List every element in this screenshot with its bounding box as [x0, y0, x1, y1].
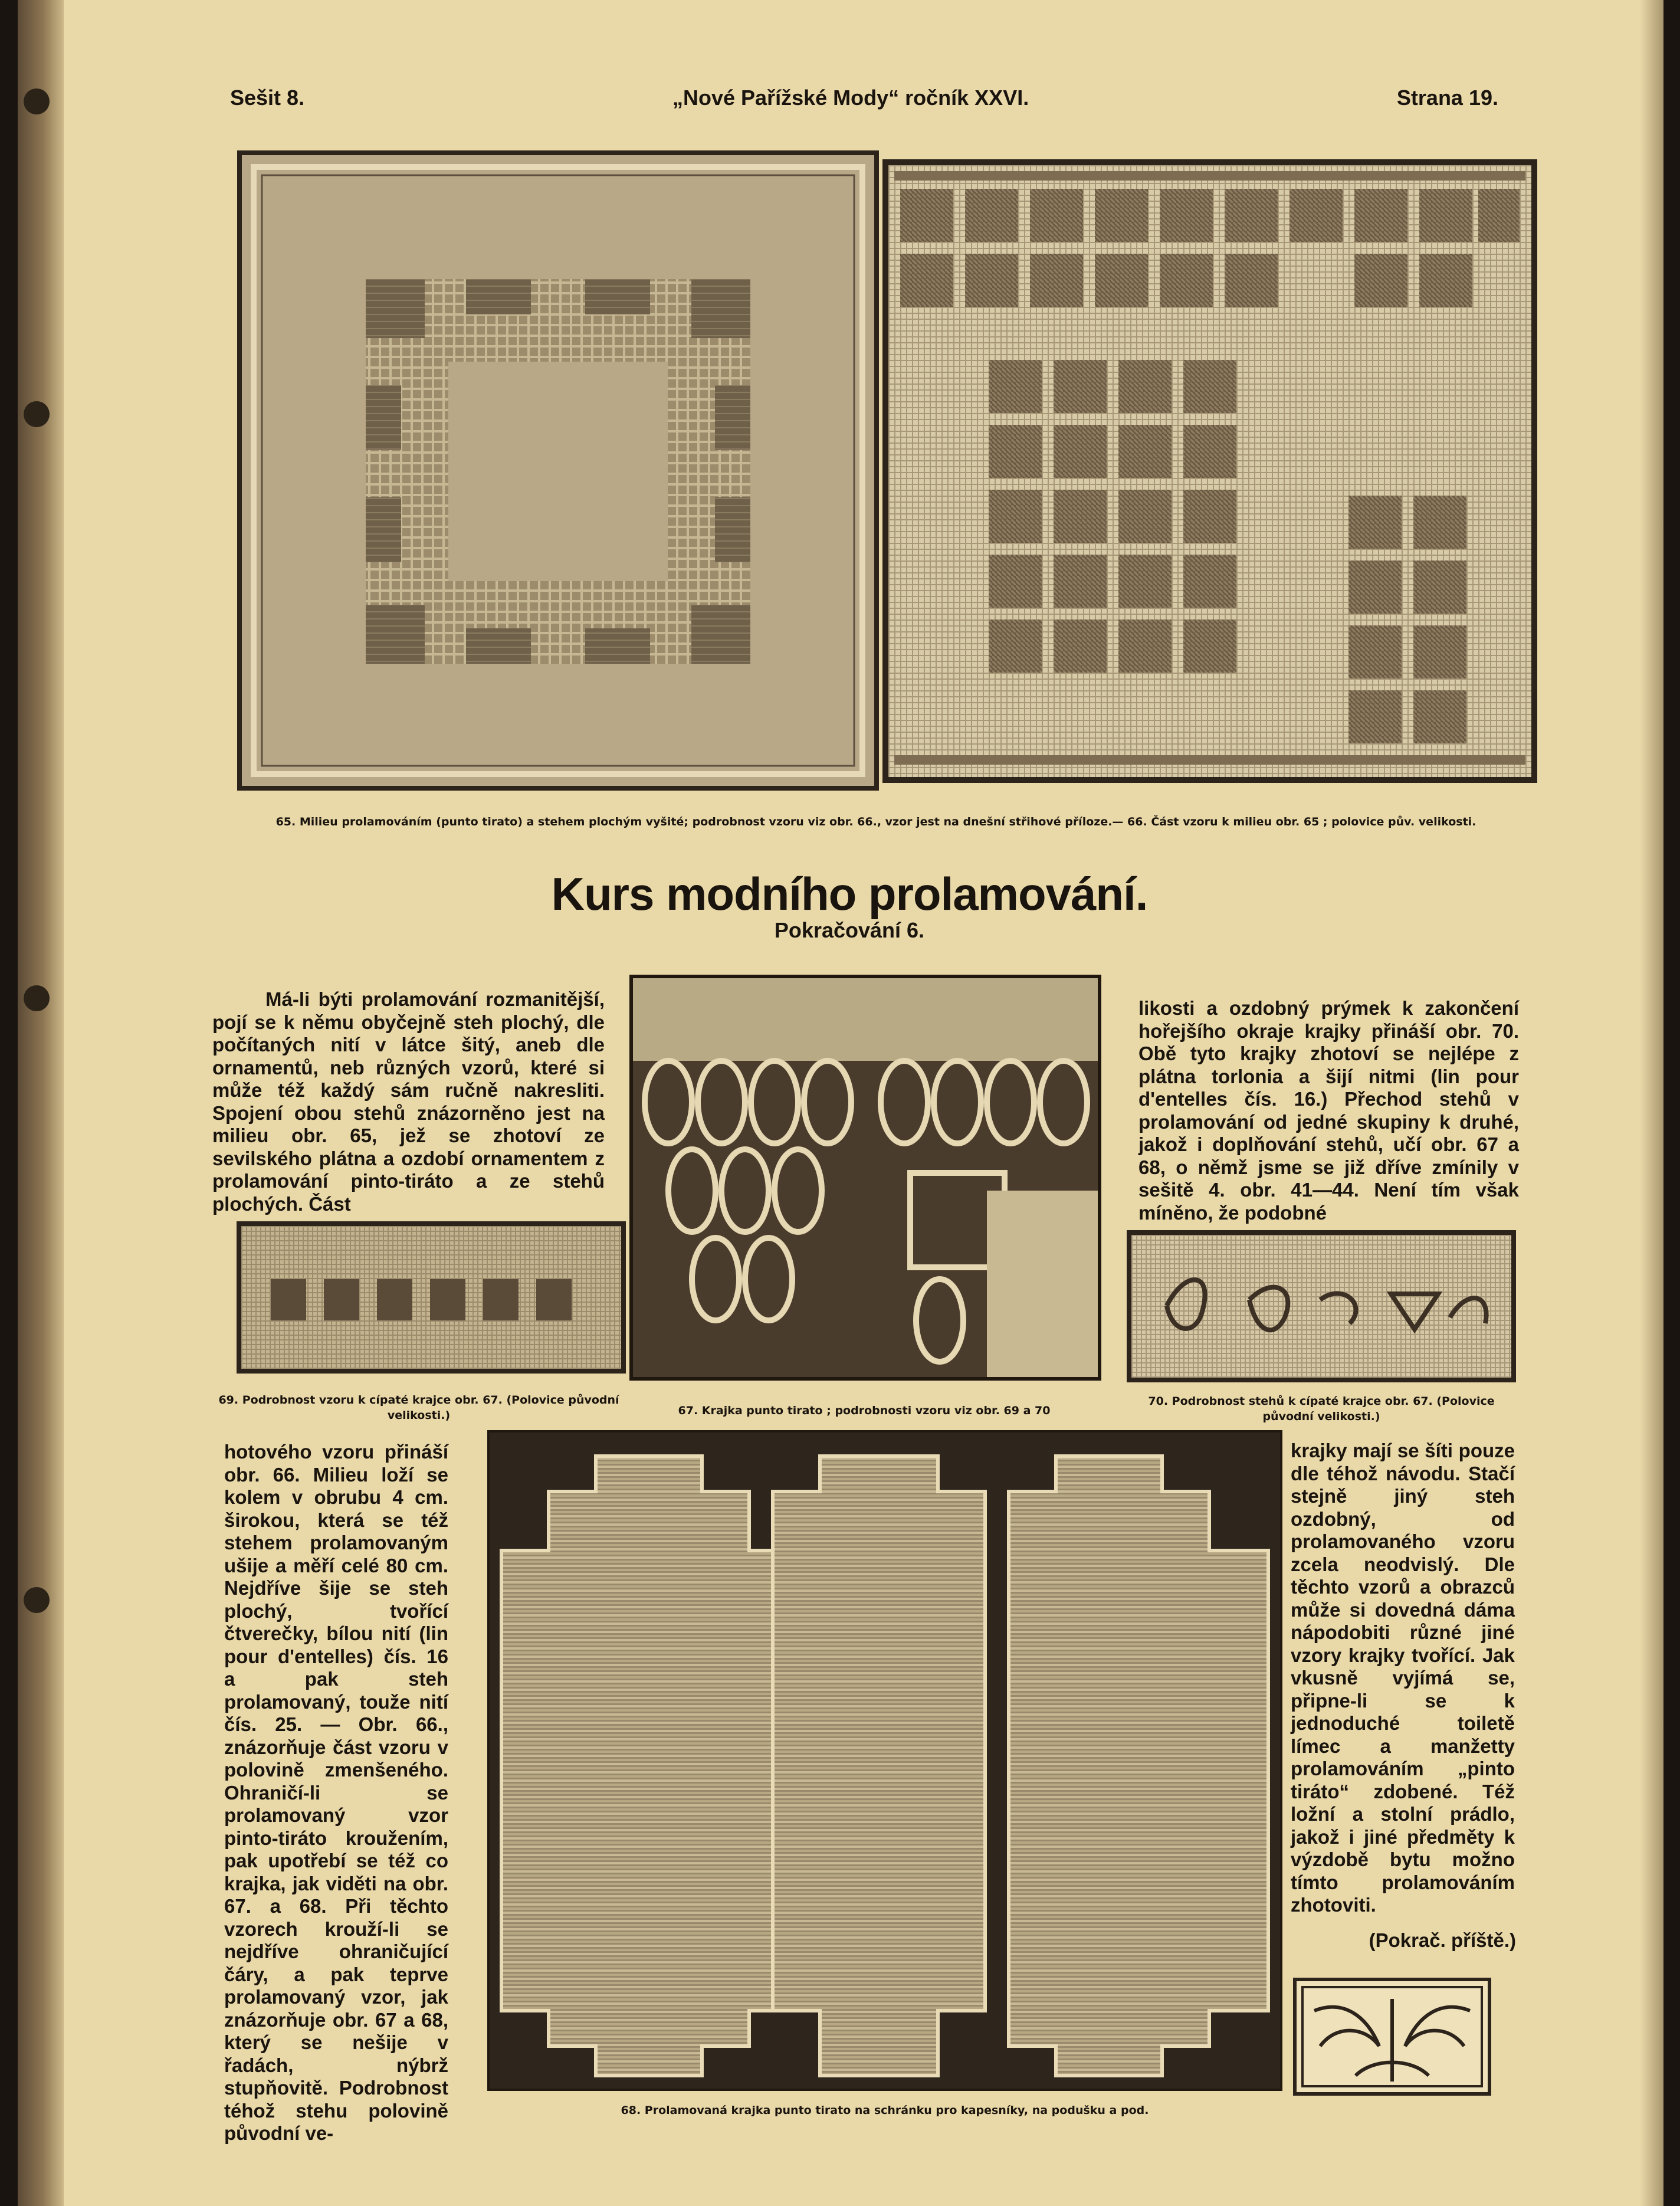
art-nouveau-ornament: [1293, 1978, 1491, 2096]
article-paragraph-2: likosti a ozdobný prýmek k zakončení hořejšího okraje krajky přináší obr. 70. Obě tyto krajky zhotoví se nejlépe z plátna torlonia a šijí nitmi (lin pour d'entelles čís. 16.) Přechod stehů v prolamování od jedné skupiny k druhé, jakož i doplňování stehů, učí obr. 67 a 68, o němž jsme se již dříve zmínily v sešitě 4. obr. 41—44. Není tím však míněno, že podobné: [1138, 997, 1519, 1224]
detail-70-illustration: [1131, 1235, 1511, 1378]
lace-illustration: [633, 978, 1098, 1377]
continued-note: (Pokrač. příště.): [1369, 1929, 1516, 1951]
binding-hole: [24, 88, 50, 114]
ornament-illustration: [1297, 1981, 1488, 2092]
lace-cover-illustration: [490, 1433, 1280, 2089]
caption-figure-70: 70. Podrobnost stehů k cípaté krajce obr. 67. (Polovice původní velikosti.): [1148, 1395, 1495, 1423]
figure-67-lace: [629, 975, 1101, 1381]
figure-65-milieu: [237, 150, 879, 791]
article-paragraph-1: Má-li býti prolamování rozmanitější, pojí se k němu obyčejně steh plochý, dle počítaných nití v látce šitý, aneb dle ornamentů, neb různých vzorů, které si může též každý sám ručně nakresliti. Spojení obou stehů znázorněno jest na milieu obr. 65, jež se zhotoví ze sevilského plátna a ozdobí ornamentem z prolamování pinto-tiráto a ze stehů plochých. Část: [212, 988, 605, 1215]
magazine-page: [18, 0, 1663, 2206]
page-header: [230, 86, 1498, 115]
caption-figure-65-66: 65. Milieu prolamováním (punto tirato) a stehem plochým vyšité; podrobnost vzoru viz obr. 66., vzor jest na dnešní střihové příloze.— 66. Část vzoru k milieu obr. 65 ; polovice pův. velikosti.: [275, 815, 1476, 828]
detail-69-illustration: [241, 1226, 621, 1369]
page-binding: [18, 0, 64, 2206]
binding-hole: [24, 1587, 50, 1613]
page-edge-shadow: [1640, 0, 1663, 2206]
figure-68-lace-cover: [487, 1430, 1282, 2091]
figure-69-detail: [237, 1221, 626, 1374]
caption-figure-68: 68. Prolamovaná krajka punto tirato na schránku pro kapesníky, na podušku a pod.: [621, 2104, 1149, 2117]
binding-hole: [24, 985, 50, 1011]
article-subtitle: Pokračování 6.: [774, 918, 925, 942]
caption-figure-69: 69. Podrobnost vzoru k cípaté krajce obr. 67. (Polovice původní velikosti.): [218, 1394, 619, 1422]
figure-70-stitches: [1127, 1230, 1516, 1382]
milieu-illustration: [242, 155, 874, 786]
caption-figure-67: 67. Krajka punto tirato ; podrobnosti vzoru viz obr. 69 a 70: [678, 1404, 1051, 1417]
article-paragraph-4: krajky mají se šíti pouze dle téhož návodu. Stačí stejně jiný steh ozdobný, od prolamovaného vzoru zcela neodvislý. Dle těchto vzorů a obrazců může si dovedná dáma nápodobiti různé jiné vzory krajky tvořící. Jak vkusně vyjímá se, připne-li se k jednoduché toiletě límec a manžetty prolamováním „pinto tiráto“ zdobené. Též ložní a stolní prádlo, jakož i jiné předměty k výzdobě bytu možno tímto prolamováním zhotoviti.: [1291, 1440, 1515, 1916]
pattern-detail-illustration: [888, 165, 1531, 777]
article-paragraph-3: hotového vzoru přináší obr. 66. Milieu loží se kolem v obrubu 4 cm. širokou, která se též stehem prolamovaným ušije a měří celé 80 cm. Nejdříve šije se steh plochý, tvořící čtverečky, bílou nití (lin pour d'entelles) čís. 16 a pak steh prolamovaný, touže nití čís. 25. — Obr. 66., znázorňuje část vzoru v polovině zmenšeného. Ohraničí-li se prolamovaný vzor pinto-tiráto kroužením, pak upotřebí se též co krajka, jak viděti na obr. 67. a 68. Při těchto vzorech krouží-li se nejdříve ohraničující čáry, a pak teprve prolamovaný vzor, jak znázorňuje obr. 67 a 68, který se nešije v řadách, nýbrž stupňovitě. Podrobnost téhož stehu polovině původní ve-: [224, 1441, 448, 2144]
binding-hole: [24, 401, 50, 427]
figure-66-pattern-detail: [882, 159, 1537, 783]
issue-number: Sešit 8.: [230, 86, 305, 110]
page-number: Strana 19.: [1396, 86, 1498, 110]
magazine-title: „Nové Pařížské Mody“ ročník XXVI.: [672, 86, 1029, 110]
article-title: Kurs modního prolamování.: [551, 868, 1148, 920]
